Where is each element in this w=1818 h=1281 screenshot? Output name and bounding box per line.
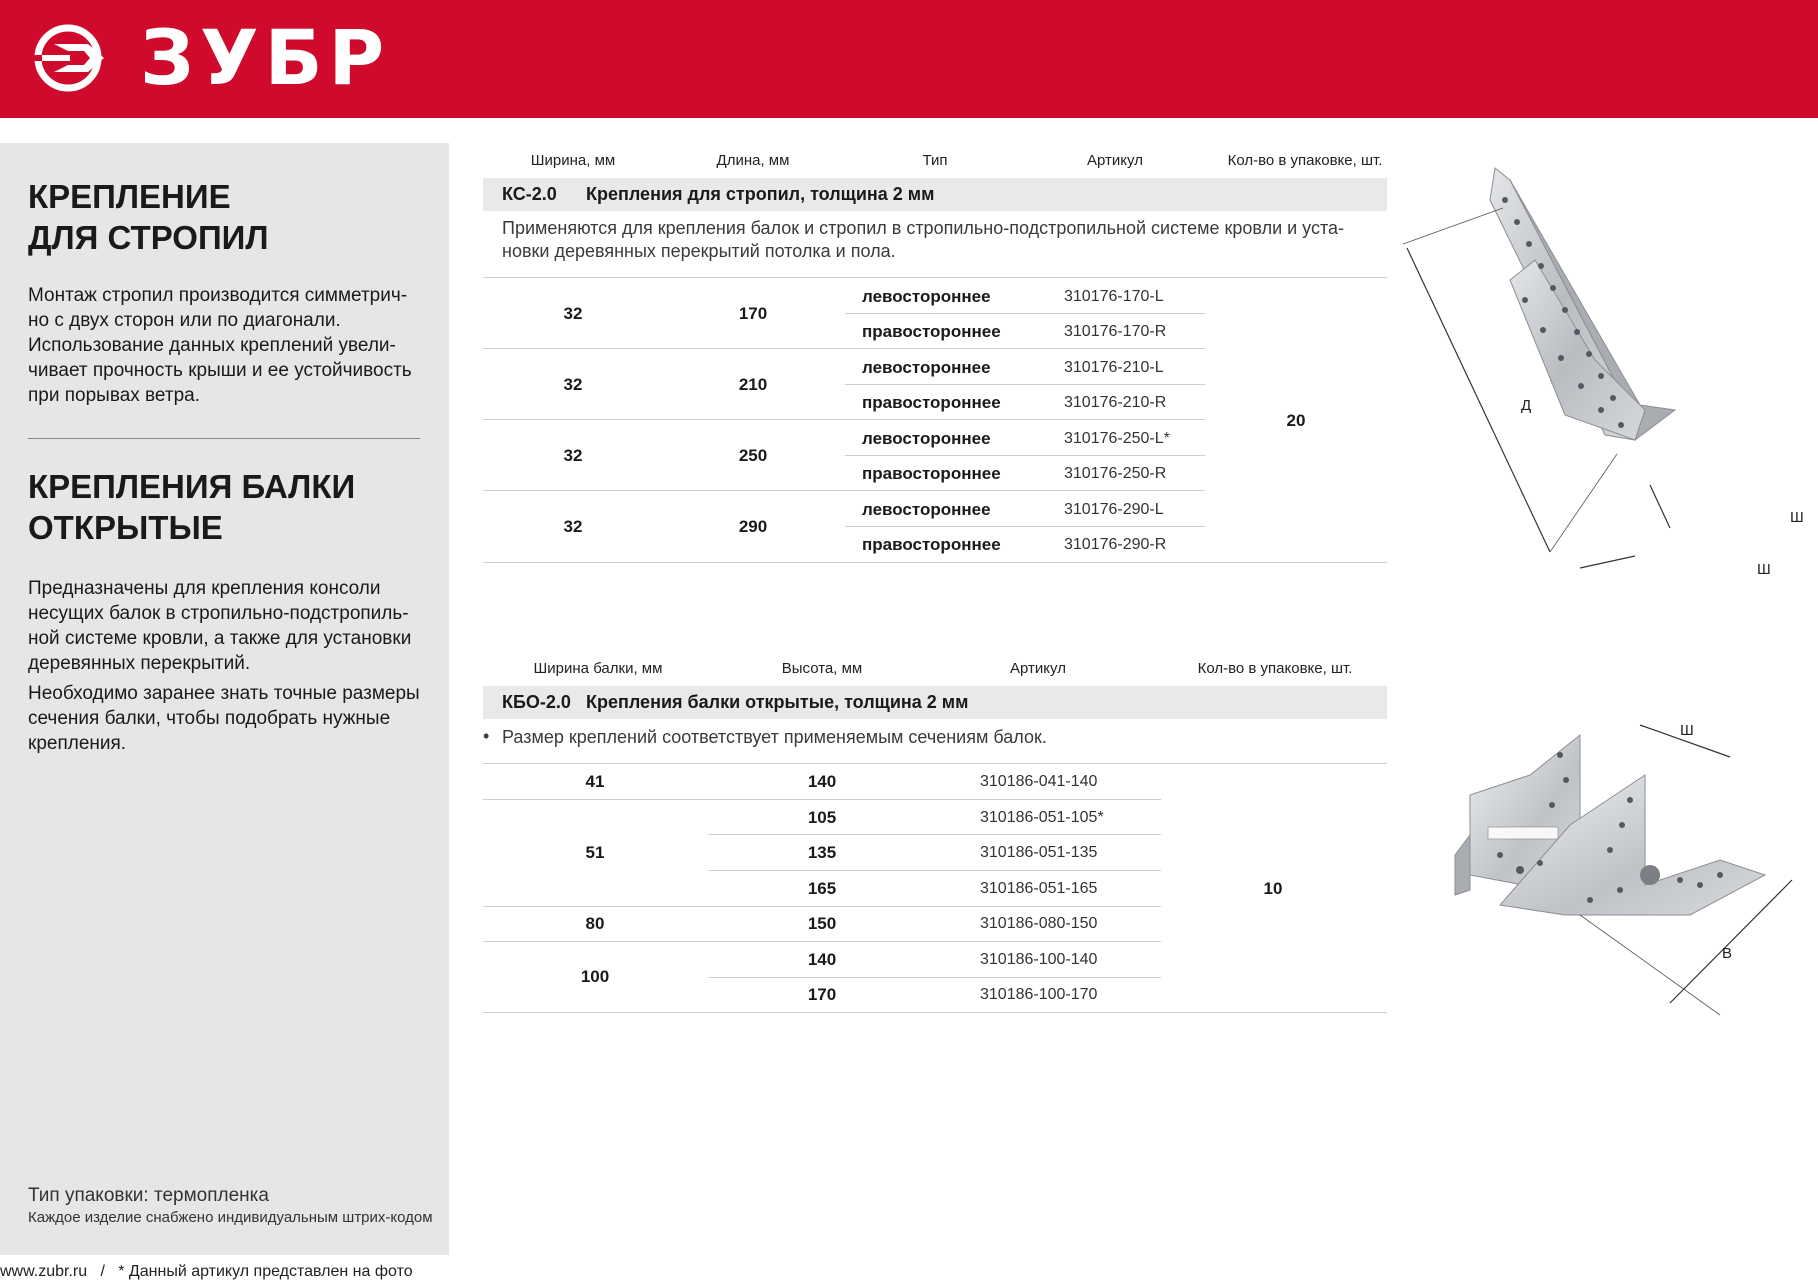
packaging-type: Тип упаковки: термопленка: [28, 1185, 269, 1206]
table-group-divider: [483, 941, 1161, 942]
sidebar-text-rafters: Монтаж стропил производится симметрич-но с двух сторон или по диагонали. Использование данных креплений увели-чивает прочность крыши и ее устойчивость при порывах ветра.: [28, 285, 412, 406]
table1-bottom-rule: [483, 562, 1387, 563]
table-group-divider: [483, 799, 1161, 800]
table1-title-band: [483, 178, 1387, 211]
table2-bullet: Размер креплений соответствует применяемым сечениям балок.: [502, 727, 1047, 747]
beam-hanger-illustration: [1440, 715, 1810, 1025]
barcode-sticker: [1488, 827, 1558, 839]
table-cell-article: 310176-170-L: [1064, 288, 1164, 305]
table-cell-type: левостороннее: [862, 500, 991, 519]
brand-header: [0, 0, 1818, 118]
table2-title-band: [483, 686, 1387, 719]
dimension-label-width: Ш: [1680, 722, 1694, 739]
table-group-divider: [483, 490, 1205, 491]
table-cell-article: 310186-051-165: [980, 880, 1098, 897]
table1-title: Крепления для стропил, толщина 2 мм: [586, 184, 935, 204]
col-header-qty: Кол-во в упаковке, шт.: [1197, 660, 1353, 677]
sidebar-title-beams: КРЕПЛЕНИЯ БАЛКИ ОТКРЫТЫЕ: [28, 468, 356, 546]
table-cell-qty: 10: [1263, 879, 1283, 898]
table-group-divider: [483, 348, 1205, 349]
table-row-divider: [845, 384, 1205, 385]
table-cell-beam-width: 41: [585, 772, 605, 791]
table-cell-article: 310186-051-135: [980, 844, 1098, 861]
table-cell-type: левостороннее: [862, 358, 991, 377]
table-cell-type: правостороннее: [862, 322, 1001, 341]
table-cell-beam-width: 80: [585, 914, 605, 933]
col-header-article: Артикул: [1087, 152, 1143, 169]
table-cell-height: 135: [807, 843, 837, 862]
table-cell-height: 140: [807, 772, 837, 791]
table-cell-article: 310176-210-R: [1064, 394, 1167, 411]
table-cell-beam-width: 51: [585, 843, 605, 862]
table-row-divider: [708, 870, 1161, 871]
table-row-divider: [708, 834, 1161, 835]
table-cell-width: 32: [563, 517, 583, 536]
barcode-note: Каждое изделие снабжено индивидуальным штрих-кодом: [28, 1209, 433, 1226]
table-cell-qty: 20: [1286, 411, 1306, 430]
table-cell-article: 310176-210-L: [1064, 359, 1164, 376]
table-cell-article: 310186-041-140: [980, 773, 1098, 790]
sidebar-divider: [28, 438, 420, 439]
brand-name: ЗУБР: [140, 13, 391, 102]
table1-code: КС-2.0: [502, 184, 557, 204]
table2-bottom-rule: [483, 1012, 1387, 1013]
table-row-divider: [708, 977, 1161, 978]
table-cell-article: 310176-170-R: [1064, 323, 1167, 340]
table2-rule: [483, 763, 1387, 764]
table-cell-height: 150: [807, 914, 837, 933]
table-cell-article: 310186-100-140: [980, 951, 1098, 968]
table-cell-length: 210: [738, 375, 768, 394]
col-header-type: Тип: [922, 152, 948, 169]
dimension-label-width-bottom: Ш: [1757, 561, 1771, 578]
rafter-bracket-illustration: [1395, 160, 1815, 590]
table-cell-article: 310176-290-R: [1064, 536, 1167, 553]
table1-rule: [483, 277, 1387, 278]
dimension-line-width-bottom: [1580, 556, 1635, 568]
col-header-beam-width: Ширина балки, мм: [533, 660, 663, 677]
dimension-line-width-side: [1650, 485, 1670, 528]
table2-code: КБО-2.0: [502, 692, 571, 712]
col-header-qty: Кол-во в упаковке, шт.: [1227, 152, 1383, 169]
table-cell-width: 32: [563, 375, 583, 394]
table-cell-width: 32: [563, 304, 583, 323]
table-cell-height: 170: [807, 985, 837, 1004]
table-cell-type: правостороннее: [862, 535, 1001, 554]
sidebar-text-beams: Предназначены для крепления консоли несущих балок в стропильно-подстропиль-ной системе кровли, а также для установки деревянных перекрытий.: [28, 578, 412, 674]
bullet-icon: •: [483, 726, 490, 746]
dimension-label-length: Д: [1521, 397, 1532, 414]
sidebar-title-rafters: КРЕПЛЕНИЕ ДЛЯ СТРОПИЛ: [28, 178, 269, 256]
brand-logo[interactable]: [28, 13, 391, 102]
table-cell-type: правостороннее: [862, 393, 1001, 412]
table-cell-article: 310176-250-R: [1064, 465, 1167, 482]
table-cell-height: 105: [807, 808, 837, 827]
table-row-divider: [845, 313, 1205, 314]
dimension-label-height: В: [1722, 945, 1733, 962]
table-row-divider: [845, 455, 1205, 456]
table-cell-length: 250: [738, 446, 768, 465]
table-cell-article: 310186-080-150: [980, 915, 1098, 932]
table-cell-type: левостороннее: [862, 287, 991, 306]
sidebar-text-sizes: Необходимо заранее знать точные размеры сечения балки, чтобы подобрать нужные крепления.: [28, 683, 420, 754]
table-cell-type: правостороннее: [862, 464, 1001, 483]
table-cell-height: 165: [807, 879, 837, 898]
table-row-divider: [845, 526, 1205, 527]
brand-emblem-icon: [28, 22, 124, 94]
col-header-article: Артикул: [1010, 660, 1066, 677]
table2-title: Крепления балки открытые, толщина 2 мм: [586, 692, 969, 712]
table-cell-height: 140: [807, 950, 837, 969]
footer-note: www.zubr.ru / * Данный артикул представлен на фото: [0, 1263, 413, 1280]
table1-description: Применяются для крепления балок и стропил в стропильно-подстропильной системе кровли и уста-новки деревянных перекрытий потолка и пола.: [502, 218, 1345, 261]
table-cell-width: 32: [563, 446, 583, 465]
col-header-length: Длина, мм: [716, 152, 790, 169]
col-header-width: Ширина, мм: [530, 152, 616, 169]
table-cell-length: 290: [738, 517, 768, 536]
table-group-divider: [483, 419, 1205, 420]
table-cell-article: 310176-250-L*: [1064, 430, 1170, 447]
table-group-divider: [483, 906, 1161, 907]
table-cell-type: левостороннее: [862, 429, 991, 448]
col-header-height: Высота, мм: [781, 660, 863, 677]
table-cell-article: 310186-051-105*: [980, 809, 1104, 826]
table-cell-beam-width: 100: [580, 967, 610, 986]
table-cell-article: 310186-100-170: [980, 986, 1098, 1003]
dimension-label-width-side: Ш: [1790, 509, 1804, 526]
table-cell-article: 310176-290-L: [1064, 501, 1164, 518]
table-cell-length: 170: [738, 304, 768, 323]
